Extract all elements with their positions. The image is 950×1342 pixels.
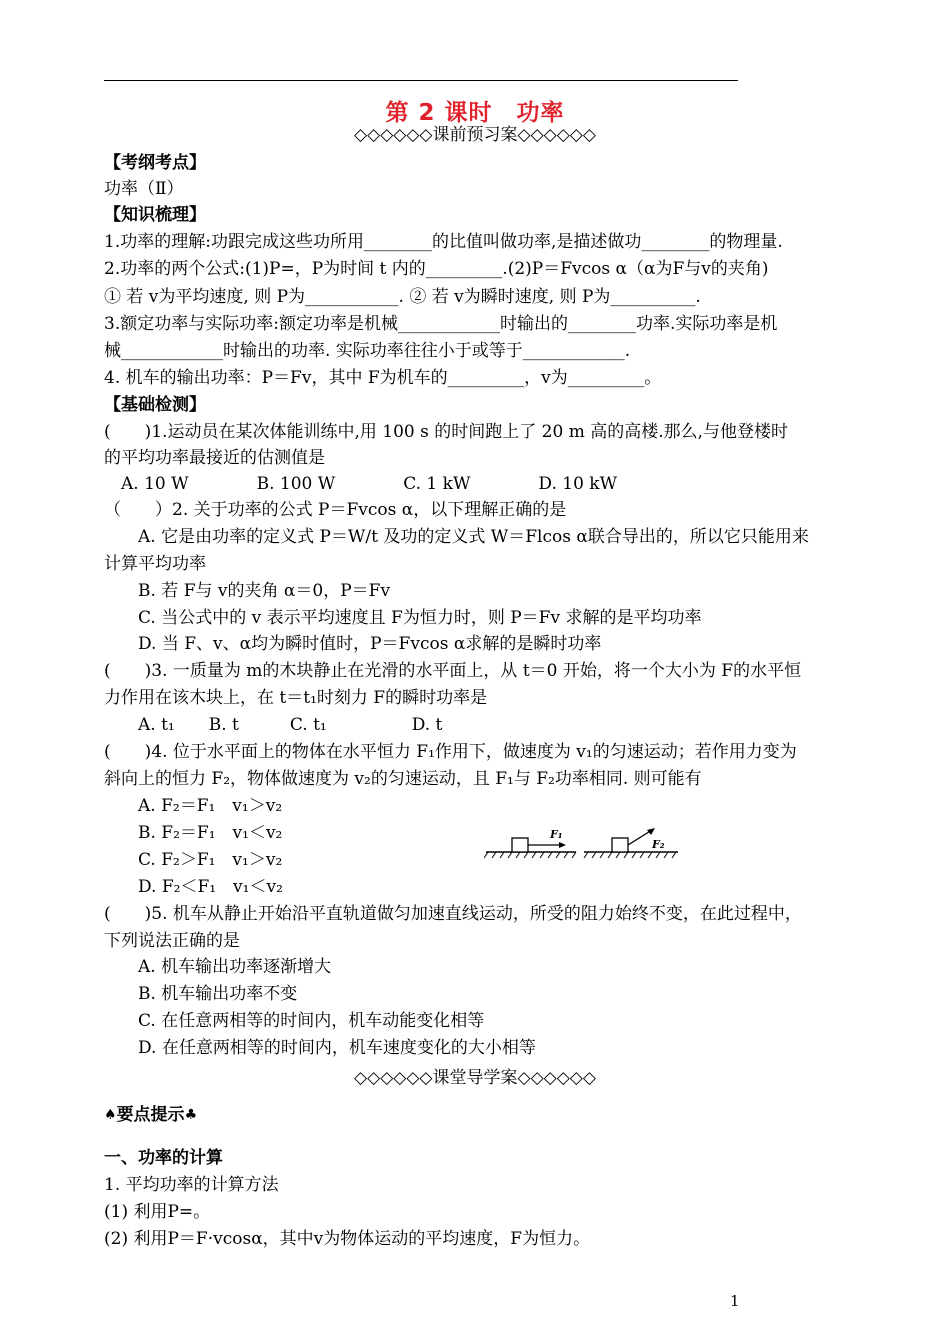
question-option: A. t₁ B. t C. t₁ D. t — [104, 715, 443, 735]
question-line: 力作用在该木块上，在 t＝t₁时刻力 F的瞬时功率是 — [104, 688, 488, 708]
question-option: B. 机车输出功率不变 — [104, 984, 298, 1004]
question-line: 的平均功率最接近的估测值是 — [104, 448, 325, 468]
question-option: C. 当公式中的 v 表示平均速度且 F为恒力时，则 P＝Fv 求解的是平均功率 — [104, 608, 702, 628]
left-block-figure — [484, 828, 576, 858]
question-line: ( )5. 机车从静止开始沿平直轨道做匀加速直线运动，所受的阻力始终不变，在此过程中， — [104, 904, 802, 924]
question-line: （ ）2. 关于功率的公式 P＝Fvcos α，以下理解正确的是 — [104, 500, 567, 520]
knowledge-line: 3.额定功率与实际功率:额定功率是机械____________时输出的________功率.实际功率是机 — [104, 314, 778, 334]
knowledge-line: 2.功率的两个公式:(1)P=，P为时间 t 内的_________.(2)P＝Fvcos α（α为F与v的夹角) — [104, 259, 769, 279]
header-rule — [104, 80, 738, 81]
section1-line: (2) 利用P＝F·vcosα，其中v为物体运动的平均速度，F为恒力。 — [104, 1229, 591, 1249]
section1-line: 1. 平均功率的计算方法 — [104, 1175, 279, 1195]
basic-test-heading: 【基础检测】 — [104, 395, 206, 415]
question-line: 下列说法正确的是 — [104, 931, 240, 951]
f1-label: F₁ — [550, 828, 563, 841]
class-banner: ◇◇◇◇◇◇课堂导学案◇◇◇◇◇◇ — [354, 1068, 596, 1088]
question-option: D. 当 F、v、α均为瞬时值时，P＝Fvcos α求解的是瞬时功率 — [104, 634, 602, 654]
spade-ornament-icon: ♠ — [104, 1107, 117, 1123]
question-option: D. F₂＜F₁ v₁＜v₂ — [104, 877, 283, 897]
knowledge-line: 4. 机车的输出功率：P＝Fv，其中 F为机车的_________，v为_________。 — [104, 368, 662, 388]
question-option: A. 机车输出功率逐渐增大 — [104, 957, 332, 977]
club-ornament-icon: ♣ — [184, 1107, 198, 1123]
exam-points-heading: 【考纲考点】 — [104, 153, 206, 173]
right-block-figure — [584, 828, 678, 858]
question-option: C. F₂＞F₁ v₁＞v₂ — [104, 850, 283, 870]
question-option: B. 若 F与 v的夹角 α＝0，P＝Fv — [104, 581, 391, 601]
question-option: A. 它是由功率的定义式 P＝W/t 及功的定义式 W＝Flcos α联合导出的，所以它只能用来 — [104, 527, 809, 547]
section1-heading: 一、功率的计算 — [104, 1148, 223, 1168]
page-title: 第 2 课时 功率 — [385, 100, 565, 126]
question-option: A. 10 W B. 100 W C. 1 kW D. 10 kW — [104, 474, 618, 494]
question-line: ( )1.运动员在某次体能训练中,用 100 s 的时间跑上了 20 m 高的高楼.那么,与他登楼时 — [104, 422, 789, 442]
question-option: 计算平均功率 — [104, 554, 206, 574]
exam-points-text: 功率（Ⅱ） — [104, 179, 184, 199]
question-option: B. F₂＝F₁ v₁＜v₂ — [104, 823, 283, 843]
f2-label: F₂ — [652, 838, 665, 851]
preview-banner: ◇◇◇◇◇◇课前预习案◇◇◇◇◇◇ — [354, 125, 596, 145]
tips-heading — [104, 1104, 197, 1126]
section1-line: (1) 利用P=。 — [104, 1202, 211, 1222]
knowledge-line: ① 若 v为平均速度, 则 P为___________. ② 若 v为瞬时速度, 则 P为__________. — [104, 287, 701, 307]
question-line: 斜向上的恒力 F₂，物体做速度为 v₂的匀速运动，且 F₁与 F₂功率相同. 则可能有 — [104, 769, 702, 789]
question-option: A. F₂＝F₁ v₁＞v₂ — [104, 796, 283, 816]
knowledge-heading: 【知识梳理】 — [104, 205, 206, 225]
knowledge-line: 械____________时输出的功率. 实际功率往往小于或等于____________. — [104, 341, 631, 361]
question-option: C. 在任意两相等的时间内，机车动能变化相等 — [104, 1011, 485, 1031]
question-line: ( )3. 一质量为 m的木块静止在光滑的水平面上，从 t＝0 开始，将一个大小为 F的水平恒 — [104, 661, 802, 681]
question-option: D. 在任意两相等的时间内，机车速度变化的大小相等 — [104, 1038, 536, 1058]
knowledge-line: 1.功率的理解:功跟完成这些功所用________的比值叫做功率,是描述做功________的物理量. — [104, 232, 783, 252]
tips-label: 要点提示 — [116, 1105, 185, 1125]
question-line: ( )4. 位于水平面上的物体在水平恒力 F₁作用下，做速度为 v₁的匀速运动；若作用力变为 — [104, 742, 797, 762]
page-number: 1 — [730, 1292, 740, 1310]
force-diagram — [484, 822, 680, 864]
